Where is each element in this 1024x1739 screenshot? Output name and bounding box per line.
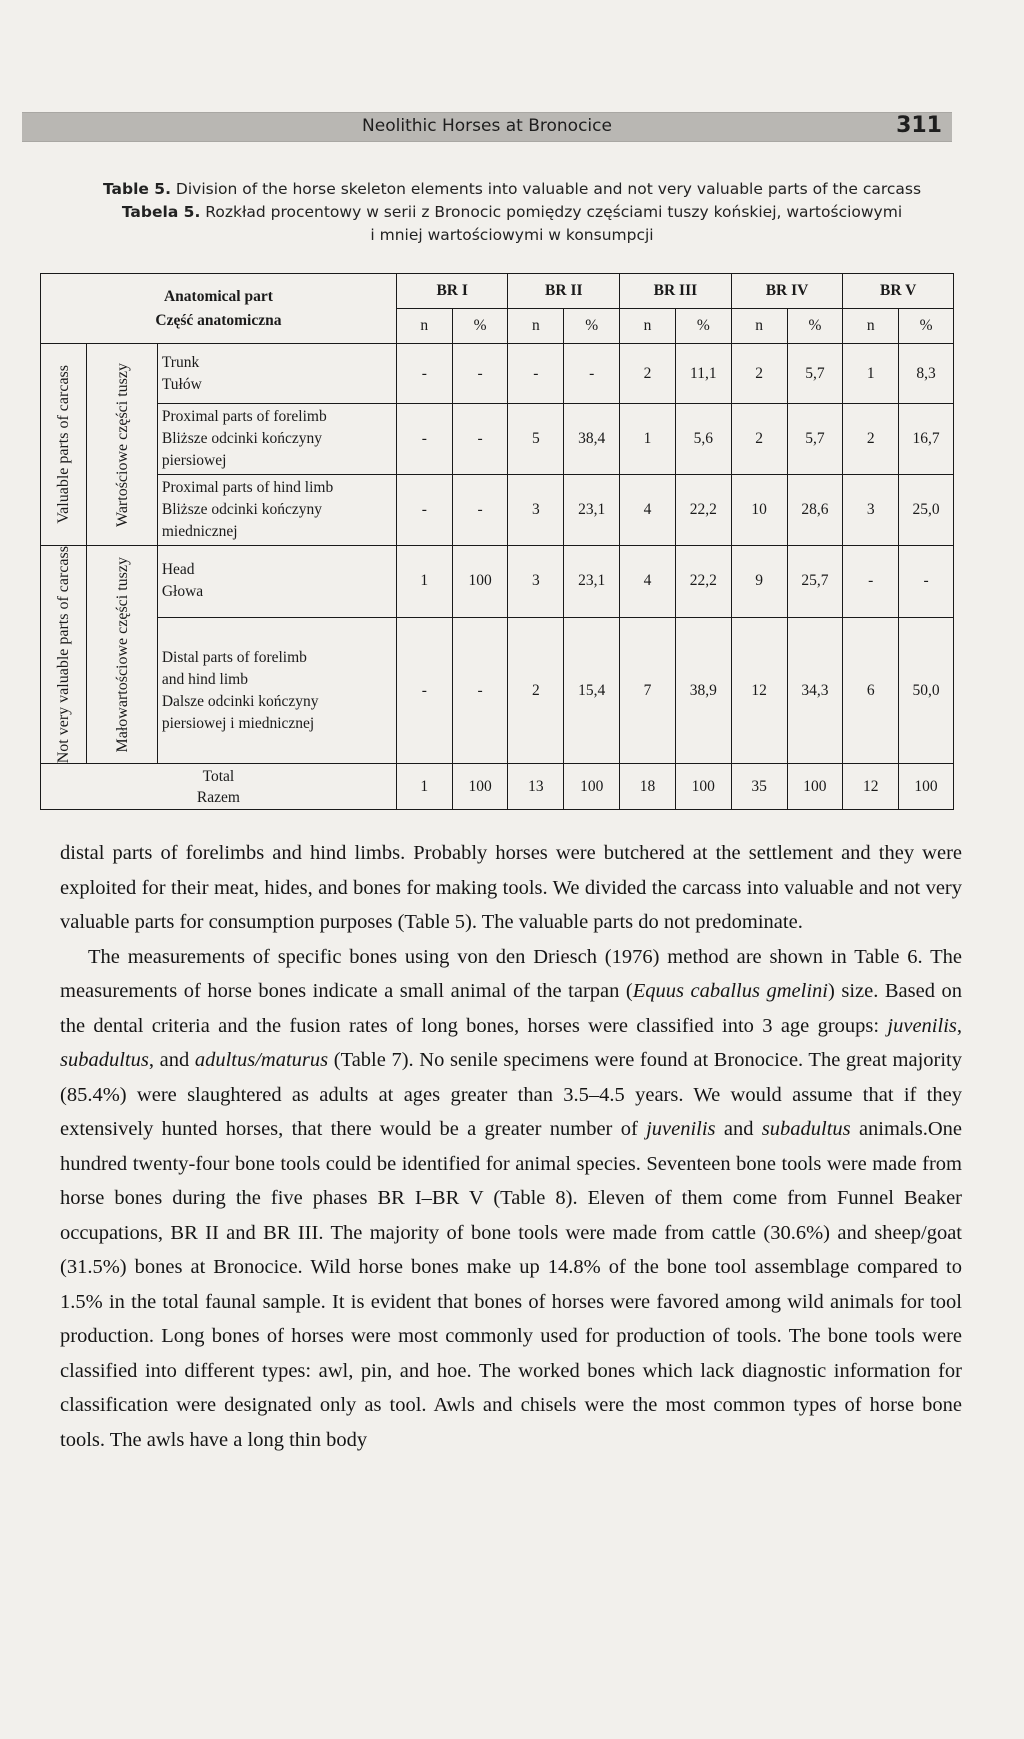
value-cell: 38,4 (564, 404, 620, 475)
anatomical-part-line: Bliższe odcinki kończyny (161, 501, 322, 518)
anatomical-part-line: Tułów (161, 375, 202, 393)
total-value-cell: 100 (899, 764, 954, 810)
table-row (41, 344, 954, 404)
text-run: and (715, 1118, 762, 1140)
anatomical-part-header (41, 274, 397, 344)
paragraph-2 (60, 940, 962, 1458)
text-run: (Table 7). No senile specimens were found at Bronocice. The great majority (85.4%) were slaughtered as adults at ages greater than 3.5–4.5 years. We would assume that if they extensively hunted horses, that there would be a greater number of (60, 1049, 962, 1140)
value-cell: 25,7 (787, 546, 843, 618)
age-group-term: juvenilis (646, 1118, 716, 1140)
age-group-term: juvenilis (887, 1014, 957, 1037)
value-cell: - (452, 617, 508, 763)
value-cell: 23,1 (564, 475, 620, 546)
anatomical-part-line: Head (161, 561, 195, 579)
value-cell: 11,1 (675, 344, 731, 404)
value-cell: 3 (843, 475, 899, 546)
anatomical-part-line: miednicznej (161, 523, 238, 540)
value-cell: 3 (508, 475, 564, 546)
notvaluable-group-label-en (41, 546, 87, 764)
value-cell: - (564, 344, 620, 404)
subheader-cell: n (731, 309, 787, 344)
table-caption-pl (0, 203, 1024, 221)
valuable-group-label-en (41, 344, 87, 546)
age-group-term: adultus/maturus (194, 1049, 329, 1071)
subheader-cell: n (843, 309, 899, 344)
anatomical-part-pl: Część anatomiczna (155, 311, 282, 329)
text-run: animals.One hundred twenty-four bone tools could be identified for animal species. Seventeen bone tools were made from horse bones during the five phases BR I–BR V (Table 8). Eleven of them come from Funnel Beaker occupations, BR II and BR III. The majority of bone tools were made from cattle (30.6%) and sheep/goat (31.5%) bones at Bronocice. Wild horse bones make up 14.8% of the bone tool assemblage compared to 1.5% in the total faunal sample. It is evident that bones of horses were favored among wild animals for tool production. Long bones of horses were most commonly used for production of tools. The bone tools were classified into different types: awl, pin, and hoe. The worked bones which lack diagnostic information for classification were designated only as tool. Awls and chisels were the most common types of horse bone tools. The awls have a long thin body (60, 1118, 962, 1451)
value-cell: 7 (620, 617, 676, 763)
table-row (41, 546, 954, 618)
total-row (41, 764, 954, 810)
anatomical-part-cell (157, 404, 396, 475)
value-cell: 1 (396, 546, 452, 618)
anatomical-part-cell (157, 546, 396, 618)
subheader-cell: % (787, 309, 843, 344)
caption-label-en: Table 5. (102, 180, 171, 198)
text-run: , (956, 1014, 962, 1037)
age-group-term: subadultus (761, 1118, 851, 1140)
running-title: Neolithic Horses at Bronocice (362, 116, 612, 136)
valuable-label-en-text: Valuable parts of carcass (55, 365, 73, 524)
notvaluable-label-en-text: Not very valuable parts of carcass (55, 546, 73, 764)
total-value-cell: 35 (731, 764, 787, 810)
anatomical-part-cell (157, 617, 396, 763)
text-run: ) size. Based on the dental criteria and the fusion rates of long bones, horses were classified into 3 age groups: (60, 980, 963, 1037)
total-value-cell: 100 (564, 764, 620, 810)
header-row-groups (41, 274, 954, 309)
value-cell: 38,9 (675, 617, 731, 763)
total-value-cell: 100 (787, 764, 843, 810)
group-header-br-i: BR I (396, 274, 508, 309)
caption-text-en: Division of the horse skeleton elements into valuable and not very valuable parts of the carcass (175, 180, 922, 198)
subheader-cell: % (564, 309, 620, 344)
table-row (41, 617, 954, 763)
text-run: , and (148, 1049, 195, 1071)
value-cell: - (452, 475, 508, 546)
value-cell: 5 (508, 404, 564, 475)
subheader-cell: n (508, 309, 564, 344)
anatomical-part-en: Anatomical part (163, 287, 273, 305)
total-value-cell: 13 (508, 764, 564, 810)
valuable-label-pl-text: Wartościowe części tuszy (113, 362, 131, 527)
anatomical-part-line: Bliższe odcinki kończyny (161, 430, 322, 447)
page-number: 311 (896, 113, 942, 138)
anatomical-part-line: and hind limb (161, 670, 248, 688)
value-cell: 28,6 (787, 475, 843, 546)
value-cell: 2 (620, 344, 676, 404)
subheader-cell: % (452, 309, 508, 344)
notvaluable-group-label-pl (87, 546, 158, 764)
notvaluable-label-pl-text: Małowartościowe części tuszy (113, 556, 131, 753)
subheader-cell: % (899, 309, 954, 344)
value-cell: 16,7 (899, 404, 954, 475)
table-row (41, 404, 954, 475)
value-cell: 22,2 (675, 475, 731, 546)
value-cell: 34,3 (787, 617, 843, 763)
subheader-cell: n (620, 309, 676, 344)
total-value-cell: 18 (620, 764, 676, 810)
value-cell: 1 (620, 404, 676, 475)
anatomical-part-line: Distal parts of forelimb (161, 648, 307, 666)
value-cell: 4 (620, 475, 676, 546)
caption-label-pl: Tabela 5. (121, 203, 201, 221)
anatomical-part-line: Proximal parts of hind limb (161, 479, 334, 496)
value-cell: 2 (731, 404, 787, 475)
value-cell: - (843, 546, 899, 618)
value-cell: 15,4 (564, 617, 620, 763)
value-cell: 2 (508, 617, 564, 763)
value-cell: 12 (731, 617, 787, 763)
species-name: Equus caballus gmelini (632, 980, 828, 1002)
group-header-br-iii: BR III (620, 274, 732, 309)
paragraph-1: distal parts of forelimbs and hind limbs. Probably horses were butchered at the settlement and they were exploited for their meat, hides, and bones for making tools. We divided the carcass into valuable and not very valuable parts for consumption purposes (Table 5). The valuable parts do not predominate. (60, 842, 962, 933)
value-cell: 25,0 (899, 475, 954, 546)
anatomical-part-cell (157, 344, 396, 404)
anatomical-part-line: Trunk (161, 353, 200, 371)
total-value-cell: 12 (843, 764, 899, 810)
anatomical-part-line: piersiowej (161, 452, 227, 469)
table-row (41, 475, 954, 546)
table-caption-pl-cont: i mniej wartościowymi w konsumpcji (370, 226, 654, 244)
total-value-cell: 1 (396, 764, 452, 810)
total-label (41, 764, 397, 810)
valuable-group-label-pl (87, 344, 158, 546)
value-cell: 9 (731, 546, 787, 618)
subheader-cell: n (396, 309, 452, 344)
anatomical-part-cell (157, 475, 396, 546)
value-cell: 23,1 (564, 546, 620, 618)
value-cell: 5,7 (787, 344, 843, 404)
value-cell: - (452, 344, 508, 404)
value-cell: - (452, 404, 508, 475)
value-cell: - (396, 617, 452, 763)
value-cell: 10 (731, 475, 787, 546)
anatomical-part-line: piersiowej i miednicznej (161, 714, 315, 732)
caption-text-pl-1: Rozkład procentowy w serii z Bronocic pomiędzy częściami tuszy końskiej, wartościowymi (205, 203, 903, 221)
value-cell: - (396, 344, 452, 404)
value-cell: 4 (620, 546, 676, 618)
total-label-en: Total (202, 767, 235, 785)
total-value-cell: 100 (452, 764, 508, 810)
text-run: The measurements of specific bones using von den Driesch (1976) method are shown in Table 6. The measurements of horse bones indicate a small animal of the tarpan ( (60, 945, 962, 1002)
value-cell: - (396, 475, 452, 546)
body-text (60, 836, 962, 1457)
value-cell: 1 (843, 344, 899, 404)
value-cell: 100 (452, 546, 508, 618)
value-cell: - (508, 344, 564, 404)
value-cell: - (899, 546, 954, 618)
table-caption-en (0, 180, 1024, 198)
total-label-pl: Razem (196, 788, 240, 806)
value-cell: 22,2 (675, 546, 731, 618)
carcass-parts-table (40, 273, 954, 810)
value-cell: - (396, 404, 452, 475)
value-cell: 5,6 (675, 404, 731, 475)
total-value-cell: 100 (675, 764, 731, 810)
value-cell: 8,3 (899, 344, 954, 404)
value-cell: 5,7 (787, 404, 843, 475)
anatomical-part-line: Głowa (161, 583, 204, 601)
group-header-br-iv: BR IV (731, 274, 843, 309)
group-header-br-v: BR V (843, 274, 954, 309)
value-cell: 3 (508, 546, 564, 618)
age-group-term: subadultus (60, 1049, 149, 1071)
anatomical-part-line: Dalsze odcinki kończyny (161, 692, 319, 710)
value-cell: 2 (731, 344, 787, 404)
running-header (22, 112, 952, 142)
anatomical-part-line: Proximal parts of forelimb (161, 408, 327, 425)
value-cell: 6 (843, 617, 899, 763)
value-cell: 50,0 (899, 617, 954, 763)
subheader-cell: % (675, 309, 731, 344)
group-header-br-ii: BR II (508, 274, 620, 309)
value-cell: 2 (843, 404, 899, 475)
